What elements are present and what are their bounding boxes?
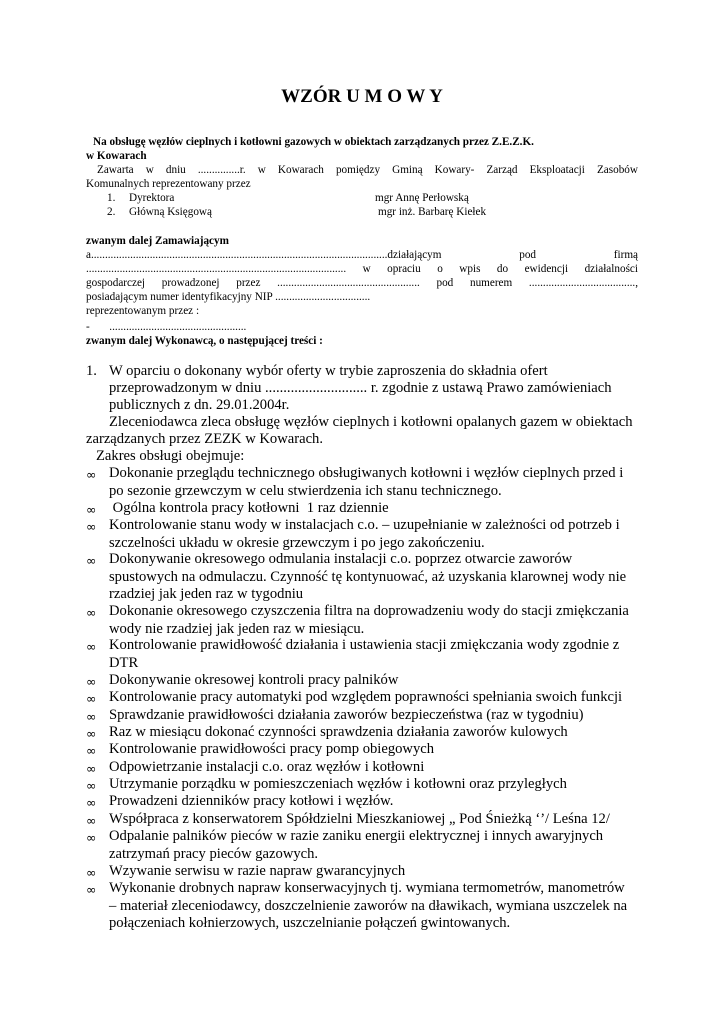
rep-2-name: mgr inż. Barbarę Kiełek <box>378 206 487 218</box>
justified-word: ...............r. <box>197 164 246 176</box>
bullet-infinity-icon: ∞ <box>86 553 97 568</box>
contractor-line-1 <box>86 248 638 262</box>
justified-word: Zarząd <box>486 164 518 176</box>
justified-word: w <box>362 263 371 275</box>
scope-item: Kontrolowanie pracy automatyki pod względem poprawności spełniania swoich funkcji <box>109 689 623 705</box>
justified-word: działalności <box>584 263 638 275</box>
justified-word: Zasobów <box>596 164 638 176</box>
scope-heading: Zakres obsługi obejmuje: <box>96 448 245 464</box>
intro-line-1 <box>97 163 638 177</box>
contractor-line-3 <box>86 276 638 290</box>
bullet-infinity-icon: ∞ <box>86 726 97 741</box>
bullet-infinity-icon: ∞ <box>86 830 97 845</box>
scope-item: Wykonanie drobnych napraw konserwacyjnych tj. wymiana termometrów, manometrów – materiał zleceniodawcy, doszczelnienie zaworów na dławikach, wymiana uszczelek na połączeniach kołnierzowych, uszczelnianie połączeń gwintowanych. <box>109 880 628 932</box>
bullet-infinity-icon: ∞ <box>86 691 97 706</box>
scope-item: Wzywanie serwisu w razie napraw gwarancyjnych <box>109 863 406 879</box>
justified-word: w <box>145 164 154 176</box>
section-1-line-2: przeprowadzonym w dniu ............................ r. zgodnie z ustawą Prawo zamówieniach <box>109 380 612 396</box>
justified-word: prowadzonej <box>161 277 220 289</box>
justified-word: ............................................................................................. <box>86 263 347 275</box>
section-1-line-1: W oparciu o dokonany wybór oferty w trybie zaproszenia do składnia ofert <box>109 363 548 379</box>
scope-item: Dokonywanie okresowego odmulania instalacji c.o. poprzez otwarcie zaworów spustowych na odmulaczu. Czynność tę kontynuować, aż uzyskania klarownej wody nie rzadziej jak jeden raz w tygodniu <box>109 551 627 603</box>
scope-item: Dokonanie przeglądu technicznego obsługiwanych kotłowni i węzłów cieplnych przed i po sezonie grzewczym w celu stwierdzenia ich stanu technicznego. <box>109 465 624 499</box>
bullet-infinity-icon: ∞ <box>86 865 97 880</box>
bullet-infinity-icon: ∞ <box>86 795 97 810</box>
contractor-label: zwanym dalej Wykonawcą, o następującej treści : <box>86 335 323 347</box>
justified-word: Kowarach <box>277 164 324 176</box>
section-1-line-3: publicznych z dn. 29.01.2004r. <box>109 397 290 413</box>
justified-word: firmą <box>613 249 638 261</box>
subject-line-1: Na obsługę węzłów cieplnych i kotłowni gazowych w obiektach zarządzanych przez Z.E.Z.K. <box>93 136 534 148</box>
bullet-infinity-icon: ∞ <box>86 502 97 517</box>
justified-word: opraciu <box>387 263 421 275</box>
scope-item: Ogólna kontrola pracy kotłowni 1 raz dziennie <box>109 500 389 516</box>
bullet-infinity-icon: ∞ <box>86 674 97 689</box>
contractor-represented-by: reprezentowanym przez : <box>86 305 200 317</box>
justified-word: numerem <box>469 277 513 289</box>
commission-line-2: zarządzanych przez ZEZK w Kowarach. <box>86 431 324 447</box>
rep-1-number: 1. <box>107 192 116 204</box>
scope-item: Kontrolowanie stanu wody w instalacjach c.o. – uzupełnianie w zależności od potrzeb i szczelności układu w okresie grzewczym i po jego zakończeniu. <box>109 517 620 551</box>
scope-item: Współpraca z konserwatorem Spółdzielni Mieszkaniowej „ Pod Śnieżką ‘’/ Leśna 12/ <box>109 811 610 827</box>
bullet-infinity-icon: ∞ <box>86 778 97 793</box>
bullet-infinity-icon: ∞ <box>86 761 97 776</box>
bullet-infinity-icon: ∞ <box>86 813 97 828</box>
justified-word: o <box>437 263 443 275</box>
rep-1-name: mgr Annę Perłowską <box>375 192 469 204</box>
contractor-representative-line: - ................................................. <box>86 321 247 333</box>
justified-word: ewidencji <box>524 263 569 275</box>
scope-item: Kontrolowanie prawidłowości pracy pomp obiegowych <box>109 741 435 757</box>
scope-item: Raz w miesiącu dokonać czynności sprawdzenia działania zaworów kulowych <box>109 724 568 740</box>
contractor-line-2 <box>86 262 638 276</box>
scope-item: Odpowietrzanie instalacji c.o. oraz węzłów i kotłowni <box>109 759 425 775</box>
scope-item: Dokonanie okresowego czyszczenia filtra na doprowadzeniu wody do stacji zmiękczania wody nie rzadziej jak jeden raz w miesiącu. <box>109 603 629 637</box>
scope-item: Sprawdzanie prawidłowości działania zaworów bezpieczeństwa (raz w tygodniu) <box>109 707 584 723</box>
scope-item: Kontrolowanie prawidłowość działania i ustawienia stacji zmiękczania wody zgodnie z DTR <box>109 637 620 671</box>
ordering-party-label: zwanym dalej Zamawiającym <box>86 235 229 247</box>
justified-word: Kowary- <box>434 164 475 176</box>
bullet-infinity-icon: ∞ <box>86 743 97 758</box>
justified-word: do <box>496 263 509 275</box>
bullet-infinity-icon: ∞ <box>86 639 97 654</box>
justified-word: Zawarta <box>97 164 134 176</box>
justified-word: ................................................... <box>277 277 420 289</box>
scope-item: Prowadzeni dzienników pracy kotłowi i węzłów. <box>109 793 394 809</box>
bullet-infinity-icon: ∞ <box>86 882 97 897</box>
rep-2-number: 2. <box>107 206 116 218</box>
justified-word: pomiędzy <box>335 164 381 176</box>
document-title: WZÓR U M O W Y <box>281 86 443 107</box>
scope-item: Utrzymanie porządku w pomieszczeniach węzłów i kotłowni oraz przyległych <box>109 776 567 792</box>
scope-item: Odpalanie palników pieców w razie zaniku energii elektrycznej i innych awaryjnych zatrzymań pracy pieców gazowych. <box>109 828 604 862</box>
subject-line-2: w Kowarach <box>86 150 147 162</box>
bullet-infinity-icon: ∞ <box>86 519 97 534</box>
justified-word: Eksploatacji <box>529 164 585 176</box>
justified-word: dniu <box>165 164 186 176</box>
rep-1-role: Dyrektora <box>129 192 175 204</box>
justified-word: w <box>257 164 266 176</box>
justified-word: przez <box>236 277 261 289</box>
bullet-infinity-icon: ∞ <box>86 605 97 620</box>
intro-line-2: Komunalnych reprezentowany przez <box>86 178 251 190</box>
justified-word: a..........................................................................................................działającym <box>86 249 442 261</box>
commission-line-1: Zleceniodawca zleca obsługę węzłów cieplnych i kotłowni opalanych gazem w obiektach <box>109 414 633 430</box>
bullet-infinity-icon: ∞ <box>86 709 97 724</box>
justified-word: wpis <box>459 263 481 275</box>
scope-item: Dokonywanie okresowej kontroli pracy palników <box>109 672 399 688</box>
justified-word: pod <box>436 277 454 289</box>
contractor-nip-line: posiadającym numer identyfikacyjny NIP .................................. <box>86 291 371 303</box>
justified-word: ......................................, <box>528 277 638 289</box>
justified-word: pod <box>519 249 537 261</box>
bullet-infinity-icon: ∞ <box>86 467 97 482</box>
rep-2-role: Główną Księgową <box>129 206 212 218</box>
section-1-number: 1. <box>86 363 97 379</box>
justified-word: gospodarczej <box>86 277 146 289</box>
justified-word: Gminą <box>392 164 423 176</box>
